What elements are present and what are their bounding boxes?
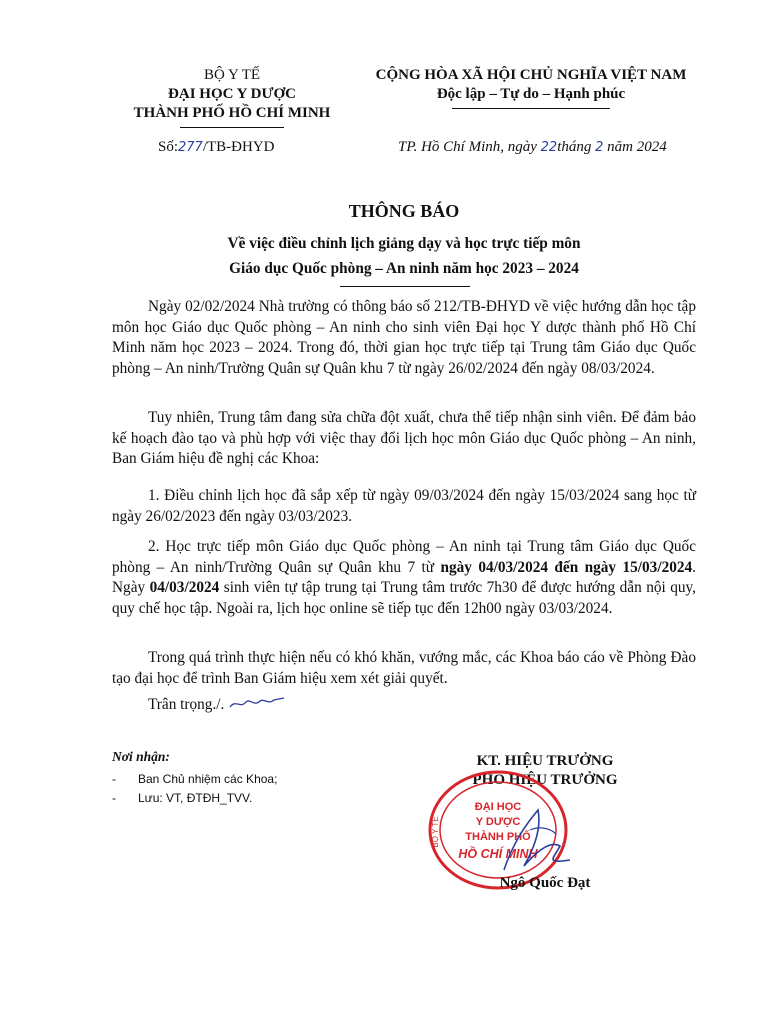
subtitle-line-2: Giáo dục Quốc phòng – An ninh năm học 2023 – 2024 [229,260,579,277]
notice-subtitle [112,231,696,281]
date-day: 22 [540,140,558,155]
header-left-underline [180,127,284,128]
body-paragraph-2: Tuy nhiên, Trung tâm đang sửa chữa đột xuất, chưa thể tiếp nhận sinh viên. Để đảm bảo kế hoạch đào tạo và phù hợp với việc thay đổi lịch học môn Giáo dục Quốc phòng – An ninh, Ban Giám hiệu đề nghị các Khoa: [112,409,696,468]
recipient-item: - Ban Chủ nhiệm các Khoa; [112,772,278,786]
item2-bold-date: 04/03/2024 [149,579,220,597]
recipients [112,747,170,766]
title-underline [340,286,470,287]
recipients-label: Nơi nhận: [112,749,170,764]
date-prefix: TP. Hồ Chí Minh, ngày [398,139,537,155]
university-name: ĐẠI HỌC Y DƯỢC [168,86,296,102]
subtitle-line-1: Về việc điều chỉnh lịch giảng dạy và học trực tiếp môn [227,235,581,252]
doc-number-suffix: /TB-ĐHYD [202,139,275,155]
doc-number-handwritten: 277 [178,140,203,155]
date-month: 2 [595,140,604,155]
initials-scribble [228,695,288,711]
body-paragraph-3: Trong quá trình thực hiện nếu có khó khăn, vướng mắc, các Khoa báo cáo về Phòng Đào tạo đại học để trình Ban Giám hiệu xem xét giải quyết. [112,649,696,687]
stamp-side-text: BỘ Y TẾ [431,816,440,848]
closing-line: Trân trọng./. [112,695,696,716]
stamp-line-4: HỒ CHÍ MINH [458,847,538,861]
stamp-line-1: ĐẠI HỌC [474,801,522,813]
instruction-item-1: 1. Điều chỉnh lịch học đã sắp xếp từ ngày 09/03/2024 đến ngày 15/03/2024 sang học từ ngày 26/02/2023 đến ngày 03/03/2023. [112,487,696,525]
notice-heading: THÔNG BÁO [348,201,460,221]
body-paragraph-1: Ngày 02/02/2024 Nhà trường có thông báo số 212/TB-ĐHYD về việc hướng dẫn học tập môn học Giáo dục Quốc phòng – An ninh cho sinh viên Đại học Y dược thành phố Hồ Chí Minh năm học 2023 – 2024. Trong đó, thời gian học trực tiếp tại Trung tâm Giáo dục Quốc phòng – An ninh/Trường Quân sự Quân khu 7 từ ngày 26/02/2024 đến ngày 08/03/2024. [112,298,696,377]
signature-title-2: PHÓ HIỆU TRƯỞNG [472,772,618,788]
doc-number-prefix: Số: [158,139,179,155]
stamp-line-3: THÀNH PHỐ [465,831,531,843]
item2-bold-date-range: ngày 04/03/2024 đến ngày 15/03/2024 [440,558,693,576]
header-right [356,66,706,104]
document-date [398,138,667,157]
stamp-line-2: Y DƯỢC [475,816,521,828]
document-number [158,138,275,157]
recipient-item: - Lưu: VT, ĐTĐH_TVV. [112,791,253,805]
university-city: THÀNH PHỐ HỒ CHÍ MINH [133,105,331,121]
instruction-item-2: 2. Học trực tiếp môn Giáo dục Quốc phòng – An ninh tại Trung tâm Giáo dục Quốc phòng – An ninh/Trường Quân sự Quân khu 7 từ ngày 04/03/2024 đến ngày 15/03/2024. Ngày 04/03/2024 sinh viên tự tập trung tại Trung tâm trước 7h30 để được hướng dẫn nội quy, quy chế học tập. Ngoài ra, lịch học online sẽ tiếp tục đến 12h00 ngày 03/03/2024. [112,538,696,617]
ministry-name: BỘ Y TẾ [203,67,261,83]
header-left [110,66,354,123]
signature-title-1: KT. HIỆU TRƯỞNG [476,753,614,769]
motto-underline [452,108,610,109]
recipients-list [112,770,277,808]
national-motto: Độc lập – Tự do – Hạnh phúc [436,86,626,102]
country-name: CỘNG HÒA XÃ HỘI CHỦ NGHĨA VIỆT NAM [375,67,687,83]
date-suffix: năm 2024 [607,139,667,155]
date-month-label: tháng [557,139,592,155]
signer-name: Ngô Quốc Đạt [499,875,591,891]
